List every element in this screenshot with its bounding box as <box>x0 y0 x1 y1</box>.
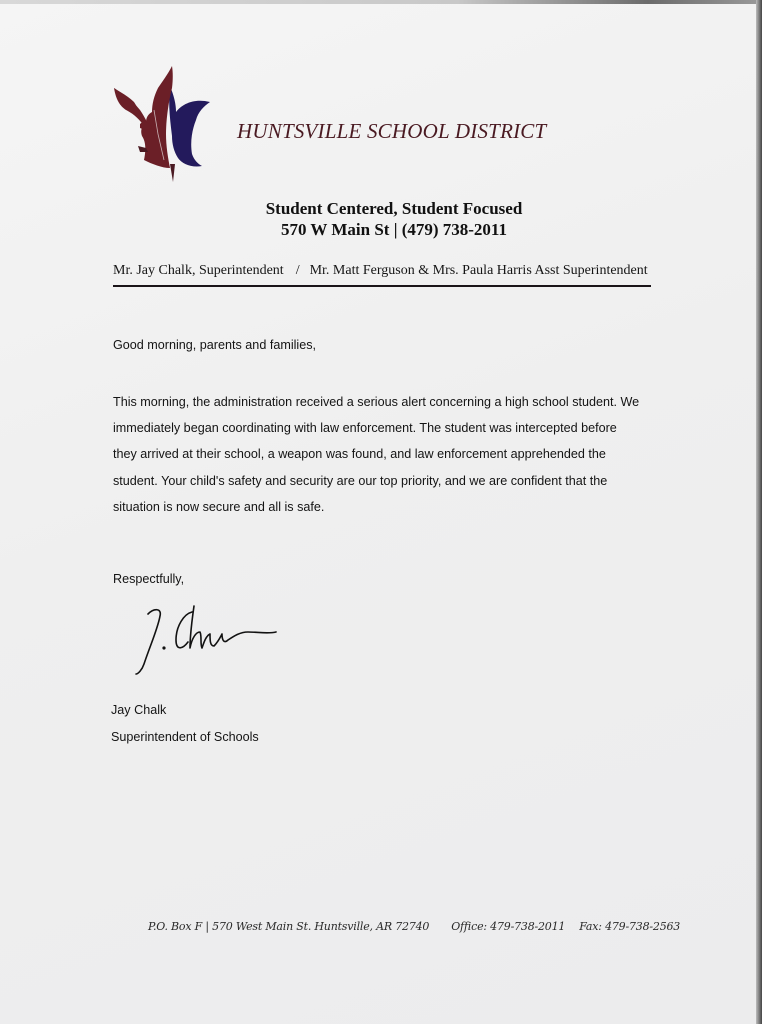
superintendent-name: Mr. Jay Chalk, Superintendent <box>113 263 284 278</box>
letter-page <box>0 4 756 1024</box>
letter-body-paragraph <box>113 389 653 520</box>
paragraph-line: This morning, the administration received a serious alert concerning a high school student. We <box>113 395 640 409</box>
signer-title: Superintendent of Schools <box>111 730 259 744</box>
footer-address: P.O. Box F | 570 West Main St. Huntsville, AR 72740 <box>148 920 430 933</box>
eagle-logo-icon <box>112 64 216 184</box>
paragraph-line: they arrived at their school, a weapon was found, and law enforcement apprehended the <box>113 447 606 462</box>
paragraph-line: situation is now secure and all is safe. <box>113 499 325 514</box>
footer-office-phone: Office: 479-738-2011 <box>451 920 566 933</box>
paragraph-line: student. Your child's safety and security are our top priority, and we are confident that the <box>113 473 608 488</box>
district-name: HUNTSVILLE SCHOOL DISTRICT <box>237 119 547 143</box>
signature-icon <box>130 602 285 680</box>
letter-footer <box>148 920 681 933</box>
administrators-separator: / <box>295 263 300 278</box>
district-tagline: Student Centered, Student Focused <box>265 199 523 218</box>
paragraph-line: immediately began coordinating with law enforcement. The student was intercepted before <box>113 421 617 436</box>
footer-fax: Fax: 479-738-2563 <box>579 920 681 933</box>
letter-closing: Respectfully, <box>113 572 185 586</box>
administrators-line <box>113 263 651 279</box>
letter-greeting: Good morning, parents and families, <box>113 338 317 352</box>
header-divider <box>113 285 651 287</box>
district-address-phone: 570 W Main St | (479) 738-2011 <box>280 220 507 239</box>
signer-name: Jay Chalk <box>111 703 167 717</box>
paper-right-edge <box>756 0 762 1024</box>
assistant-superintendents: Mr. Matt Ferguson & Mrs. Paula Harris Asst Superintendent <box>309 263 648 278</box>
